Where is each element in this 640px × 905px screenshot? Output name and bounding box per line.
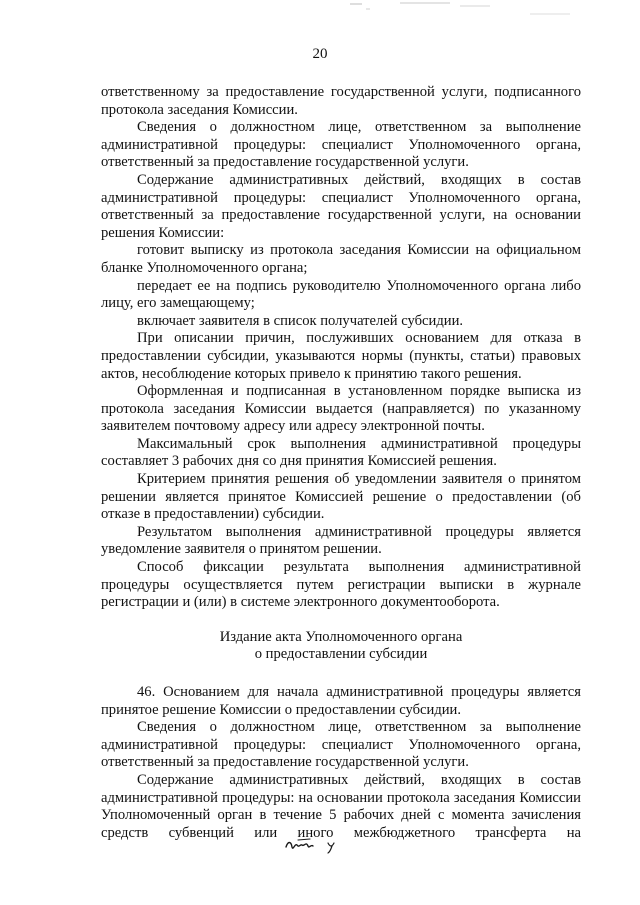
paragraph-result: Результатом выполнения административной процедуры является уведомление заявителя о принятом решении. <box>101 523 581 558</box>
spacer <box>101 664 581 684</box>
section-heading-line-1: Издание акта Уполномоченного органа <box>219 628 463 645</box>
page-number: 20 <box>312 46 328 62</box>
paragraph-extract-delivery: Оформленная и подписанная в установленном порядке выписка из протокола заседания Комиссии выдается (направляется) по указанному заявителем почтовому адресу или адресу электронной почты. <box>101 383 581 435</box>
paragraph-continuation: ответственному за предоставление государственной услуги, подписанного протокола заседания Комиссии. <box>101 84 581 118</box>
paragraphs-bottom <box>101 684 581 842</box>
section-heading-line-2: о предоставлении субсидии <box>254 646 428 663</box>
paragraph-actions-content: Содержание административных действий, входящих в состав административной процедуры: специалист Уполномоченного органа, ответственный за предоставление государственной услуги, на основании решения Комиссии: <box>101 171 581 241</box>
paragraphs-top <box>101 84 581 612</box>
paragraph-fixation-method: Способ фиксации результата выполнения административной процедуры осуществляется путем регистрации выписки в журнале регистрации и (или) в системе электронного документооборота. <box>101 559 581 611</box>
paragraph-actions-content-2: Содержание административных действий, входящих в состав административной процедуры: на основании протокола заседания Комиссии Уполномоченный орган в течение 5 рабочих дней с момента зачисления средств субвенций или иного межбюджетного трансферта на <box>101 771 581 841</box>
paragraph-official-info-2: Сведения о должностном лице, ответственном за выполнение административной процедуры: специалист Уполномоченного органа, ответственный за предоставление государственной услуги. <box>101 719 581 771</box>
document-body <box>101 84 581 842</box>
paragraph-refusal-reasons: При описании причин, послуживших основанием для отказа в предоставлении субсидии, указываются нормы (пункты, статьи) правовых актов, несоблюдение которых привело к принятию такого решения. <box>101 330 581 382</box>
paragraph-decision-criterion: Критерием принятия решения об уведомлении заявителя о принятом решении является принятое Комиссией решение о предоставлении (об отказе в предоставлении) субсидии. <box>101 471 581 523</box>
paragraph-prepare-extract: готовит выписку из протокола заседания Комиссии на официальном бланке Уполномоченного органа; <box>101 242 581 276</box>
scan-artifact-marks <box>340 0 580 22</box>
handwritten-initials-signature <box>282 835 352 855</box>
section-heading <box>101 629 581 664</box>
paragraph-max-term: Максимальный срок выполнения административной процедуры составляет 3 рабочих дня со дня принятия Комиссией решения. <box>101 435 581 470</box>
paragraph-pass-for-signature: передает ее на подпись руководителю Уполномоченного органа либо лицу, его замещающему; <box>101 277 581 312</box>
paragraph-item-46: 46. Основанием для начала административной процедуры является принятое решение Комиссии о предоставлении субсидии. <box>101 684 581 718</box>
paragraph-include-applicant: включает заявителя в список получателей субсидии. <box>137 312 464 329</box>
spacer <box>101 612 581 629</box>
paragraph-official-info: Сведения о должностном лице, ответственном за выполнение административной процедуры: специалист Уполномоченного органа, ответственный за предоставление государственной услуги. <box>101 119 581 171</box>
